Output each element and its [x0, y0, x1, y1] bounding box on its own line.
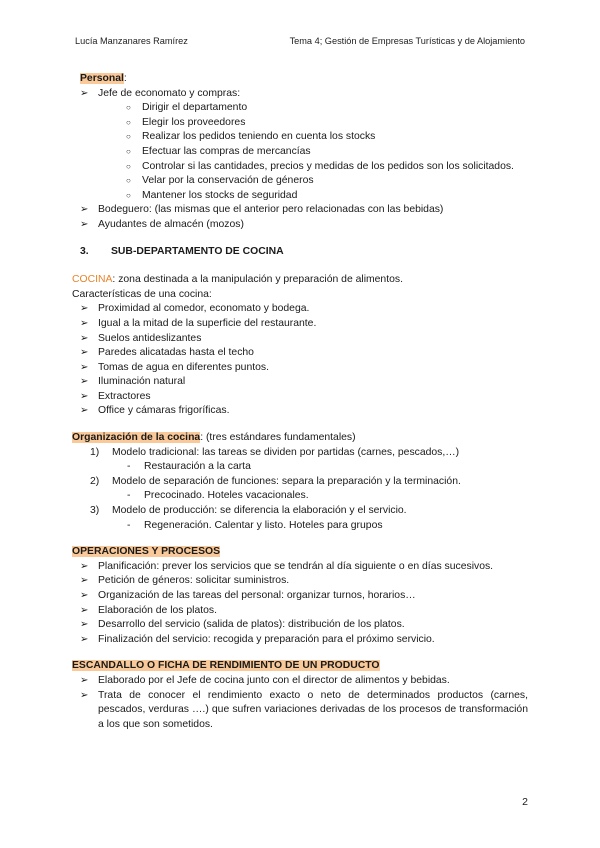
circle-bullet-icon: ○	[126, 161, 131, 171]
page-content	[72, 72, 528, 732]
list-item: ➢ Jefe de economato y compras:	[72, 87, 528, 102]
arrow-bullet-icon: ➢	[80, 376, 89, 388]
organizacion-title: Organización de la cocina	[72, 432, 201, 444]
list-item: ➢ Elaboración de los platos.	[72, 604, 528, 619]
arrow-bullet-icon: ➢	[80, 590, 89, 601]
list-item: 3) Modelo de producción: se diferencia la elaboración y el servicio.	[90, 505, 407, 517]
list-item: - Regeneración. Calentar y listo. Hoteles para grupos	[72, 519, 528, 534]
arrow-bullet-icon: ➢	[80, 575, 89, 587]
arrow-bullet-icon: ➢	[80, 332, 89, 344]
list-item: ➢ Tomas de agua en diferentes puntos.	[72, 361, 528, 376]
list-item: ○ Velar por la conservación de géneros	[72, 174, 528, 189]
arrow-bullet-icon: ➢	[80, 204, 89, 216]
list-item: ➢ Finalización del servicio: recogida y preparación para el próximo servicio.	[72, 633, 528, 648]
circle-bullet-icon: ○	[126, 176, 131, 186]
circle-bullet-icon: ○	[126, 132, 131, 142]
dash-bullet-icon: -	[127, 519, 131, 531]
list-item: 2) Modelo de separación de funciones: separa la preparación y la terminación.	[90, 475, 461, 487]
dash-bullet-icon: -	[127, 490, 131, 502]
list-item: ○ Efectuar las compras de mercancías	[72, 145, 528, 160]
arrow-bullet-icon: ➢	[80, 604, 89, 616]
list-item: ➢ Petición de géneros: solicitar suministros.	[72, 574, 528, 589]
list-item: ➢ Ayudantes de almacén (mozos)	[72, 218, 528, 233]
circle-bullet-icon: ○	[126, 190, 131, 200]
cocina-chars-intro: Características de una cocina:	[72, 288, 212, 300]
list-item: - Restauración a la carta	[72, 460, 528, 475]
arrow-bullet-icon: ➢	[80, 87, 89, 99]
header-author: Lucía Manzanares Ramírez	[75, 36, 188, 46]
list-item: ○ Controlar si las cantidades, precios y medidas de los pedidos son los solicitados.	[72, 160, 528, 175]
page-header	[75, 36, 525, 46]
cocina-term: COCINA	[72, 274, 113, 286]
arrow-bullet-icon: ➢	[80, 317, 89, 329]
list-item: ➢ Iluminación natural	[72, 375, 528, 390]
arrow-bullet-icon: ➢	[80, 619, 89, 631]
page-number: 2	[522, 796, 528, 808]
list-item: ➢ Bodeguero: (las mismas que el anterior pero relacionadas con las bebidas)	[72, 203, 528, 218]
organizacion-heading: Organización de la cocina: (tres estándares fundamentales)	[72, 432, 356, 444]
list-item: ➢ Extractores	[72, 390, 528, 405]
arrow-bullet-icon: ➢	[80, 347, 89, 359]
header-topic: Tema 4; Gestión de Empresas Turísticas y de Alojamiento	[289, 36, 525, 46]
list-item: ➢ Suelos antideslizantes	[72, 332, 528, 347]
list-item: ➢ Office y cámaras frigoríficas.	[72, 404, 528, 419]
dash-bullet-icon: -	[127, 461, 131, 473]
list-item: ○ Mantener los stocks de seguridad	[72, 189, 528, 204]
list-item: ➢ Trata de conocer el rendimiento exacto o neto de determinados productos (carnes, pescados, verduras ….) que sufren variaciones derivadas de los procesos de transformación a los que son sometidos.	[80, 689, 528, 730]
list-item: ➢ Igual a la mitad de la superficie del restaurante.	[72, 317, 528, 332]
list-item: ➢ Proximidad al comedor, economato y bodega.	[72, 302, 528, 317]
arrow-bullet-icon: ➢	[80, 303, 89, 315]
arrow-bullet-icon: ➢	[80, 633, 89, 645]
operaciones-title: OPERACIONES Y PROCESOS	[72, 546, 221, 558]
arrow-bullet-icon: ➢	[80, 390, 89, 402]
arrow-bullet-icon: ➢	[80, 218, 89, 230]
list-item: ○ Dirigir el departamento	[72, 101, 528, 116]
arrow-bullet-icon: ➢	[80, 361, 89, 373]
list-item: ➢ Paredes alicatadas hasta el techo	[72, 346, 528, 361]
circle-bullet-icon: ○	[126, 103, 131, 113]
arrow-bullet-icon: ➢	[80, 560, 89, 572]
operaciones-heading	[72, 545, 528, 560]
arrow-bullet-icon: ➢	[80, 689, 89, 701]
list-item: ➢ Planificación: prever los servicios que se tendrán al día siguiente o en días sucesivos.	[72, 560, 528, 575]
arrow-bullet-icon: ➢	[80, 674, 89, 686]
escandallo-title: ESCANDALLO O FICHA DE RENDIMIENTO DE UN PRODUCTO	[72, 660, 380, 672]
list-item: ➢ Elaborado por el Jefe de cocina junto con el director de alimentos y bebidas.	[72, 674, 528, 689]
circle-bullet-icon: ○	[126, 117, 131, 127]
arrow-bullet-icon: ➢	[80, 405, 89, 417]
list-item: ○ Elegir los proveedores	[72, 116, 528, 131]
list-item: 1) Modelo tradicional: las tareas se dividen por partidas (carnes, pescados,…)	[90, 446, 460, 458]
personal-title: Personal	[80, 73, 124, 84]
circle-bullet-icon: ○	[126, 146, 131, 156]
list-item: - Precocinado. Hoteles vacacionales.	[72, 489, 528, 504]
list-item: ○ Realizar los pedidos teniendo en cuenta los stocks	[72, 130, 528, 145]
section-heading: 3. SUB-DEPARTAMENTO DE COCINA	[80, 245, 284, 257]
escandallo-heading	[72, 659, 528, 674]
list-item: ➢ Desarrollo del servicio (salida de platos): distribución de los platos.	[72, 618, 528, 633]
list-item: ➢ Organización de las tareas del personal: organizar turnos, horarios…	[72, 589, 528, 604]
personal-heading: Personal:	[80, 73, 127, 84]
cocina-definition: COCINA: zona destinada a la manipulación y preparación de alimentos.	[72, 274, 403, 286]
